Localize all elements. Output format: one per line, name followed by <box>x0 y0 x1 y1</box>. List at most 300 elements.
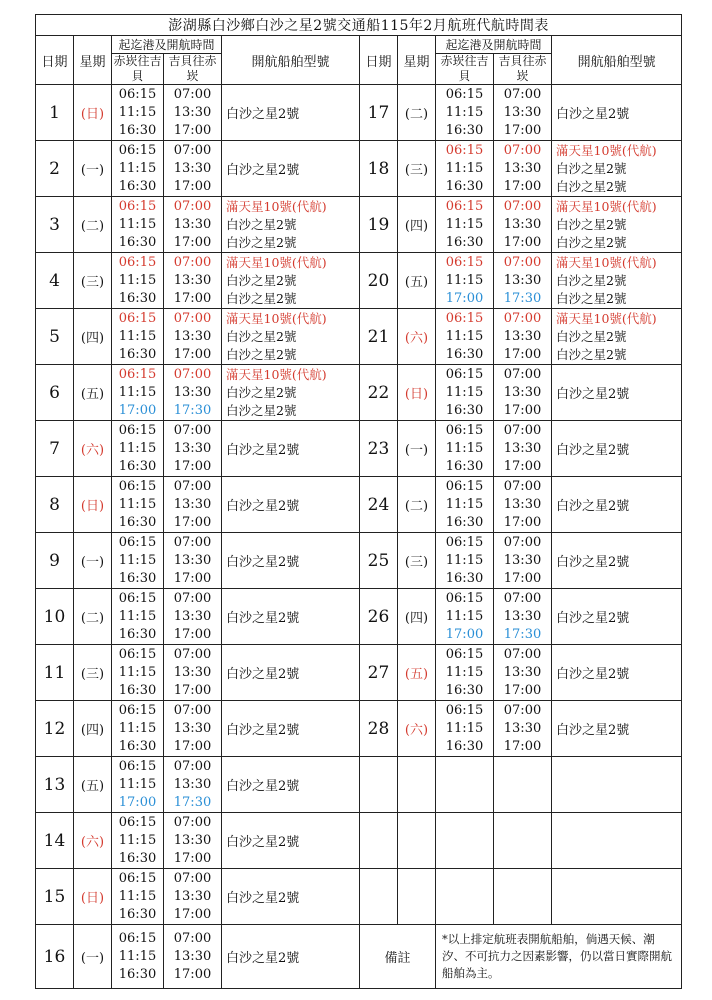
ship-name: 白沙之星2號 <box>556 499 630 514</box>
departure-time: 13:30 <box>173 888 212 904</box>
header-jibei-to-chikan-left: 吉貝往赤 崁 <box>164 54 222 85</box>
departure-time: 11:15 <box>118 384 157 400</box>
header-ship-left: 開航船舶型號 <box>222 36 360 85</box>
note-text: *以上排定航班表開航船舶，倘遇天候、潮汐、不可抗力之因素影響，仍以當日實際開航船舶為主。 <box>436 925 682 989</box>
ship-name: 白沙之星2號 <box>556 160 627 176</box>
empty-cell <box>436 757 494 813</box>
ship-cell <box>222 253 360 309</box>
ship-cell <box>552 365 682 421</box>
departure-times <box>494 421 552 477</box>
departure-time: 11:15 <box>118 160 157 176</box>
departure-time: 06:15 <box>118 310 157 326</box>
day-number: 24 <box>360 477 398 533</box>
ship-name: 白沙之星2號 <box>556 178 627 194</box>
header-ship-right: 開航船舶型號 <box>552 36 682 85</box>
ship-name: 白沙之星2號 <box>556 234 627 250</box>
day-number: 23 <box>360 421 398 477</box>
departure-times <box>436 253 494 309</box>
departure-time: 13:30 <box>173 608 212 624</box>
ship-name: 滿天星10號(代航) <box>226 310 327 326</box>
departure-time: 17:00 <box>173 346 212 362</box>
ship-cell <box>552 85 682 141</box>
weekday: (六) <box>74 421 112 477</box>
departure-time: 13:30 <box>173 664 212 680</box>
departure-time: 16:30 <box>118 738 157 754</box>
departure-time: 17:00 <box>503 402 542 418</box>
day-number: 3 <box>36 197 74 253</box>
departure-time: 11:15 <box>118 216 157 232</box>
weekday: (五) <box>74 757 112 813</box>
departure-time: 17:00 <box>503 570 542 586</box>
weekday: (一) <box>74 141 112 197</box>
ship-name: 白沙之星2號 <box>226 499 300 514</box>
departure-time: 13:30 <box>503 384 542 400</box>
ship-cell <box>222 589 360 645</box>
departure-times <box>164 197 222 253</box>
departure-time: 17:00 <box>173 234 212 250</box>
departure-times <box>436 645 494 701</box>
ship-name: 白沙之星2號 <box>226 779 300 794</box>
departure-times <box>436 477 494 533</box>
ship-name: 白沙之星2號 <box>226 163 300 178</box>
page-title: 澎湖縣白沙鄉白沙之星2號交通船115年2月航班代航時間表 <box>36 15 682 36</box>
departure-times <box>164 757 222 813</box>
departure-time: 17:30 <box>503 626 542 642</box>
ship-name: 白沙之星2號 <box>226 346 297 362</box>
header-jibei-to-chikan-right: 吉貝往赤 崁 <box>494 54 552 85</box>
ship-name: 白沙之星2號 <box>556 555 630 570</box>
table-row <box>36 197 682 253</box>
departure-time: 06:15 <box>118 814 157 830</box>
empty-cell <box>436 813 494 869</box>
departure-times <box>164 365 222 421</box>
empty-cell <box>494 869 552 925</box>
departure-time: 06:15 <box>118 478 157 494</box>
ship-name: 白沙之星2號 <box>556 216 627 232</box>
schedule-table <box>35 14 682 989</box>
ship-name: 白沙之星2號 <box>556 387 630 402</box>
departure-time: 07:00 <box>173 590 212 606</box>
departure-time: 11:15 <box>445 720 484 736</box>
departure-times <box>436 589 494 645</box>
table-row <box>36 869 682 925</box>
day-number: 21 <box>360 309 398 365</box>
departure-time: 07:00 <box>173 534 212 550</box>
weekday: (二) <box>74 589 112 645</box>
table-row <box>36 421 682 477</box>
ship-name: 白沙之星2號 <box>556 346 627 362</box>
departure-time: 07:00 <box>173 86 212 102</box>
departure-time: 06:15 <box>445 702 484 718</box>
weekday: (三) <box>398 533 436 589</box>
departure-times <box>164 925 222 989</box>
departure-time: 17:00 <box>445 626 484 642</box>
departure-time: 11:15 <box>118 328 157 344</box>
departure-time: 06:15 <box>445 366 484 382</box>
ship-cell <box>222 757 360 813</box>
departure-times <box>494 309 552 365</box>
departure-time: 16:30 <box>445 122 484 138</box>
ship-cell <box>552 533 682 589</box>
departure-time: 16:30 <box>118 178 157 194</box>
ship-name: 白沙之星2號 <box>226 328 297 344</box>
table-row <box>36 365 682 421</box>
weekday: (日) <box>74 869 112 925</box>
departure-time: 16:30 <box>118 570 157 586</box>
departure-times <box>436 309 494 365</box>
departure-time: 17:30 <box>503 290 542 306</box>
ship-name: 白沙之星2號 <box>226 107 300 122</box>
departure-time: 07:00 <box>503 86 542 102</box>
departure-time: 11:15 <box>118 664 157 680</box>
day-number: 7 <box>36 421 74 477</box>
table-row <box>36 85 682 141</box>
ship-name: 白沙之星2號 <box>556 667 630 682</box>
weekday: (二) <box>74 197 112 253</box>
departure-times <box>436 197 494 253</box>
ship-name: 白沙之星2號 <box>556 328 627 344</box>
departure-time: 11:15 <box>445 384 484 400</box>
departure-time: 06:15 <box>445 86 484 102</box>
ship-name: 白沙之星2號 <box>226 443 300 458</box>
departure-time: 13:30 <box>503 552 542 568</box>
departure-times <box>436 533 494 589</box>
departure-times <box>436 421 494 477</box>
ship-cell <box>552 197 682 253</box>
departure-times <box>164 421 222 477</box>
empty-cell <box>360 813 398 869</box>
ship-name: 滿天星10號(代航) <box>226 254 327 270</box>
departure-time: 06:15 <box>118 758 157 774</box>
departure-times <box>112 197 164 253</box>
departure-time: 13:30 <box>503 608 542 624</box>
departure-time: 06:15 <box>445 646 484 662</box>
ship-name: 白沙之星2號 <box>226 835 300 850</box>
departure-times <box>436 701 494 757</box>
departure-time: 06:15 <box>445 422 484 438</box>
departure-time: 17:00 <box>503 458 542 474</box>
weekday: (三) <box>398 141 436 197</box>
departure-times <box>494 589 552 645</box>
departure-times <box>164 309 222 365</box>
departure-times <box>112 533 164 589</box>
ship-cell <box>552 701 682 757</box>
table-row <box>36 645 682 701</box>
empty-cell <box>494 757 552 813</box>
departure-time: 06:15 <box>118 86 157 102</box>
departure-time: 07:00 <box>503 534 542 550</box>
ship-cell <box>222 309 360 365</box>
departure-times <box>164 869 222 925</box>
departure-time: 16:30 <box>118 234 157 250</box>
departure-time: 07:00 <box>503 478 542 494</box>
departure-times <box>494 141 552 197</box>
header-weekday-right: 星期 <box>398 36 436 85</box>
departure-times <box>494 701 552 757</box>
departure-times <box>112 925 164 989</box>
departure-time: 17:00 <box>173 458 212 474</box>
departure-time: 13:30 <box>173 948 212 964</box>
table-row <box>36 477 682 533</box>
departure-time: 13:30 <box>503 104 542 120</box>
departure-time: 06:15 <box>445 198 484 214</box>
departure-time: 13:30 <box>173 496 212 512</box>
day-number: 4 <box>36 253 74 309</box>
ship-name: 白沙之星2號 <box>226 234 297 250</box>
day-number: 5 <box>36 309 74 365</box>
departure-time: 07:00 <box>173 366 212 382</box>
ship-name: 白沙之星2號 <box>226 667 300 682</box>
departure-time: 11:15 <box>445 608 484 624</box>
departure-time: 17:00 <box>503 346 542 362</box>
departure-time: 17:00 <box>173 290 212 306</box>
day-number: 13 <box>36 757 74 813</box>
departure-times <box>494 85 552 141</box>
departure-time: 16:30 <box>118 346 157 362</box>
departure-time: 16:30 <box>118 290 157 306</box>
empty-cell <box>398 869 436 925</box>
ship-name: 白沙之星2號 <box>226 384 297 400</box>
departure-time: 17:00 <box>503 234 542 250</box>
weekday: (一) <box>74 533 112 589</box>
ship-name: 白沙之星2號 <box>556 723 630 738</box>
departure-time: 06:15 <box>118 422 157 438</box>
departure-times <box>164 701 222 757</box>
empty-cell <box>436 869 494 925</box>
departure-time: 11:15 <box>445 552 484 568</box>
departure-time: 16:30 <box>445 738 484 754</box>
day-number: 8 <box>36 477 74 533</box>
departure-time: 07:00 <box>173 646 212 662</box>
departure-time: 17:00 <box>173 178 212 194</box>
departure-time: 07:00 <box>173 254 212 270</box>
departure-time: 07:00 <box>173 310 212 326</box>
departure-time: 11:15 <box>445 496 484 512</box>
day-number: 14 <box>36 813 74 869</box>
ship-cell <box>222 421 360 477</box>
departure-time: 11:15 <box>118 272 157 288</box>
departure-time: 17:00 <box>503 682 542 698</box>
departure-time: 17:00 <box>503 122 542 138</box>
header-date-left: 日期 <box>36 36 74 85</box>
departure-time: 16:30 <box>445 682 484 698</box>
departure-time: 06:15 <box>445 254 484 270</box>
weekday: (日) <box>398 365 436 421</box>
departure-time: 13:30 <box>173 832 212 848</box>
departure-time: 16:30 <box>118 626 157 642</box>
departure-time: 07:00 <box>173 758 212 774</box>
departure-time: 11:15 <box>118 888 157 904</box>
departure-time: 11:15 <box>118 832 157 848</box>
weekday: (四) <box>74 701 112 757</box>
departure-time: 07:00 <box>503 422 542 438</box>
departure-time: 11:15 <box>118 496 157 512</box>
weekday: (五) <box>398 253 436 309</box>
departure-times <box>436 141 494 197</box>
table-row <box>36 309 682 365</box>
ship-cell <box>552 141 682 197</box>
departure-time: 13:30 <box>173 776 212 792</box>
departure-time: 07:00 <box>173 870 212 886</box>
ship-cell <box>222 869 360 925</box>
day-number: 11 <box>36 645 74 701</box>
ship-name: 滿天星10號(代航) <box>556 254 657 270</box>
departure-times <box>112 701 164 757</box>
ship-cell <box>222 925 360 989</box>
day-number: 22 <box>360 365 398 421</box>
departure-time: 16:30 <box>118 122 157 138</box>
departure-time: 11:15 <box>118 720 157 736</box>
departure-time: 06:15 <box>118 646 157 662</box>
day-number: 1 <box>36 85 74 141</box>
ship-cell <box>222 645 360 701</box>
table-row <box>36 589 682 645</box>
departure-times <box>112 141 164 197</box>
departure-time: 06:15 <box>445 142 484 158</box>
departure-time: 07:00 <box>173 198 212 214</box>
departure-time: 06:15 <box>118 534 157 550</box>
departure-time: 06:15 <box>445 478 484 494</box>
weekday: (五) <box>74 365 112 421</box>
departure-time: 17:00 <box>173 850 212 866</box>
departure-time: 07:00 <box>503 646 542 662</box>
ship-name: 白沙之星2號 <box>556 443 630 458</box>
departure-time: 07:00 <box>503 198 542 214</box>
departure-time: 06:15 <box>118 198 157 214</box>
weekday: (五) <box>398 645 436 701</box>
header-chikan-to-jibei-right: 赤崁往吉 貝 <box>436 54 494 85</box>
weekday: (六) <box>74 813 112 869</box>
departure-times <box>436 365 494 421</box>
ship-cell <box>552 421 682 477</box>
departure-time: 16:30 <box>118 514 157 530</box>
departure-time: 07:00 <box>173 422 212 438</box>
ship-name: 滿天星10號(代航) <box>556 310 657 326</box>
departure-time: 17:00 <box>173 738 212 754</box>
day-number: 12 <box>36 701 74 757</box>
departure-time: 06:15 <box>118 930 157 946</box>
table-row <box>36 533 682 589</box>
empty-cell <box>552 869 682 925</box>
departure-time: 06:15 <box>445 310 484 326</box>
schedule-body <box>36 85 682 989</box>
departure-time: 16:30 <box>118 458 157 474</box>
weekday: (二) <box>398 85 436 141</box>
departure-times <box>494 645 552 701</box>
departure-times <box>436 85 494 141</box>
departure-time: 06:15 <box>118 254 157 270</box>
ship-name: 白沙之星2號 <box>226 723 300 738</box>
departure-time: 17:00 <box>173 966 212 982</box>
weekday: (一) <box>398 421 436 477</box>
table-row <box>36 757 682 813</box>
departure-times <box>112 253 164 309</box>
day-number: 9 <box>36 533 74 589</box>
departure-time: 11:15 <box>445 104 484 120</box>
weekday: (六) <box>398 701 436 757</box>
weekday: (三) <box>74 253 112 309</box>
departure-time: 06:15 <box>445 590 484 606</box>
weekday: (日) <box>74 477 112 533</box>
table-row <box>36 701 682 757</box>
ship-cell <box>222 141 360 197</box>
departure-time: 13:30 <box>173 384 212 400</box>
departure-time: 17:00 <box>118 402 157 418</box>
ship-name: 白沙之星2號 <box>226 216 297 232</box>
departure-time: 16:30 <box>445 346 484 362</box>
ship-name: 白沙之星2號 <box>226 402 297 418</box>
departure-time: 17:00 <box>173 682 212 698</box>
departure-times <box>164 813 222 869</box>
weekday: (四) <box>398 197 436 253</box>
departure-time: 07:00 <box>503 590 542 606</box>
departure-times <box>494 365 552 421</box>
departure-time: 07:00 <box>503 310 542 326</box>
table-row <box>36 253 682 309</box>
ship-name: 滿天星10號(代航) <box>556 198 657 214</box>
departure-time: 06:15 <box>445 534 484 550</box>
departure-time: 17:00 <box>173 514 212 530</box>
departure-time: 07:00 <box>173 478 212 494</box>
departure-times <box>112 869 164 925</box>
departure-time: 17:30 <box>173 794 212 810</box>
departure-times <box>494 533 552 589</box>
weekday: (四) <box>74 309 112 365</box>
departure-time: 17:00 <box>503 178 542 194</box>
header-times-group-left: 起迄港及開航時間 <box>112 36 222 54</box>
departure-time: 16:30 <box>445 234 484 250</box>
departure-time: 11:15 <box>445 664 484 680</box>
departure-time: 17:00 <box>503 738 542 754</box>
day-number: 26 <box>360 589 398 645</box>
departure-time: 11:15 <box>445 216 484 232</box>
ship-name: 滿天星10號(代航) <box>226 366 327 382</box>
ship-name: 白沙之星2號 <box>226 290 297 306</box>
departure-time: 11:15 <box>445 272 484 288</box>
departure-times <box>112 645 164 701</box>
departure-time: 11:15 <box>445 160 484 176</box>
departure-time: 17:00 <box>173 570 212 586</box>
departure-times <box>112 309 164 365</box>
departure-time: 11:15 <box>118 440 157 456</box>
ship-cell <box>222 197 360 253</box>
departure-times <box>112 813 164 869</box>
departure-time: 13:30 <box>173 440 212 456</box>
departure-time: 07:00 <box>173 142 212 158</box>
departure-times <box>164 645 222 701</box>
departure-time: 06:15 <box>118 870 157 886</box>
table-row <box>36 141 682 197</box>
weekday: (日) <box>74 85 112 141</box>
day-number: 17 <box>360 85 398 141</box>
day-number: 10 <box>36 589 74 645</box>
departure-time: 17:00 <box>173 122 212 138</box>
departure-time: 07:00 <box>503 142 542 158</box>
weekday: (一) <box>74 925 112 989</box>
ship-name: 白沙之星2號 <box>556 107 630 122</box>
ship-cell <box>222 533 360 589</box>
departure-time: 16:30 <box>445 514 484 530</box>
departure-time: 13:30 <box>503 440 542 456</box>
empty-cell <box>398 757 436 813</box>
departure-time: 13:30 <box>173 720 212 736</box>
departure-times <box>112 365 164 421</box>
ship-cell <box>222 85 360 141</box>
empty-cell <box>494 813 552 869</box>
ship-cell <box>552 645 682 701</box>
weekday: (三) <box>74 645 112 701</box>
ship-name: 白沙之星2號 <box>226 951 300 966</box>
